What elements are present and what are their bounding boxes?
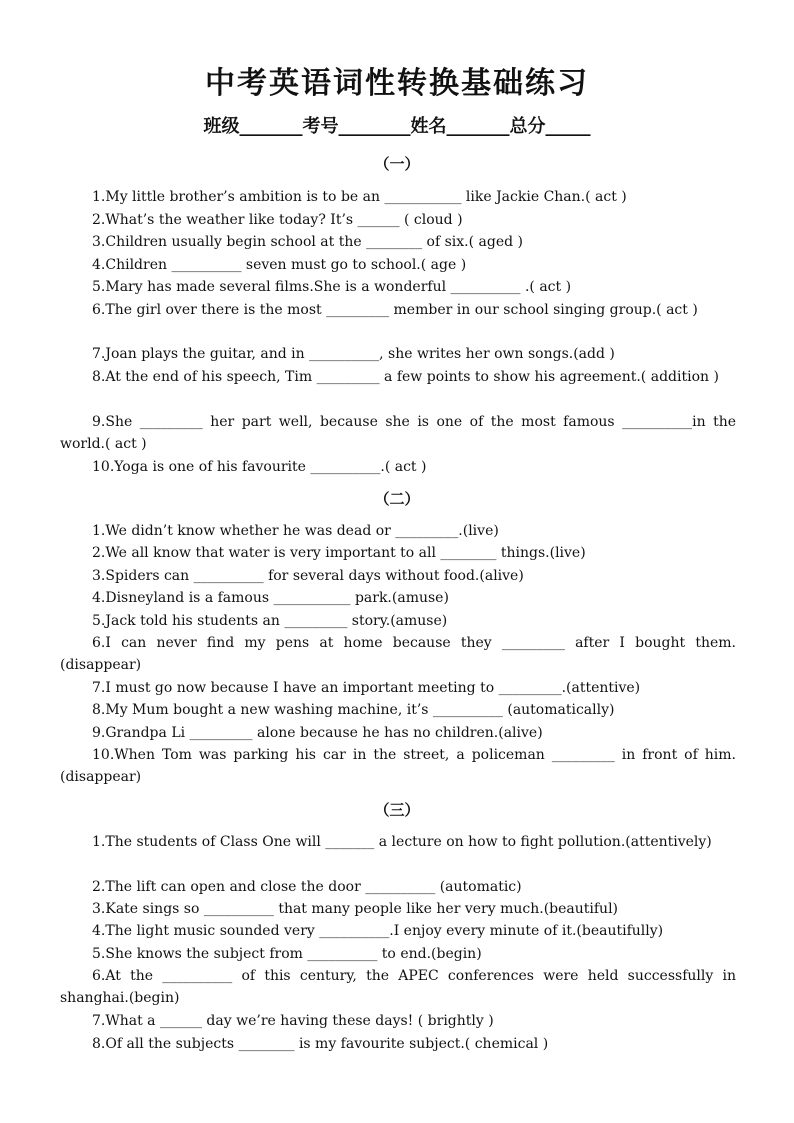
exercise-item: 6.I can never find my pens at home because they _________ after I bought them.(disappear) bbox=[60, 635, 736, 674]
exercise-item: 3.Children usually begin school at the ________ of six.( aged ) bbox=[92, 234, 524, 250]
section-heading-3: （三） bbox=[374, 801, 420, 819]
exercise-item: 10.Yoga is one of his favourite __________.( act ) bbox=[92, 459, 427, 475]
exercise-item: 7.What a ______ day we’re having these days! ( brightly ) bbox=[92, 1013, 494, 1029]
exercise-item: 1.We didn’t know whether he was dead or _________.(live) bbox=[92, 523, 499, 539]
exercise-item: 4.The light music sounded very __________.I enjoy every minute of it.(beautifully) bbox=[92, 923, 664, 939]
exercise-item: 9.Grandpa Li _________ alone because he has no children.(alive) bbox=[92, 725, 543, 741]
exercise-item: 2.We all know that water is very important to all ________ things.(live) bbox=[92, 545, 586, 561]
exercise-item: 5.She knows the subject from __________ to end.(begin) bbox=[92, 946, 482, 962]
exercise-item: 4.Disneyland is a famous ___________ park.(amuse) bbox=[92, 590, 449, 606]
exercise-item: 9.She _________ her part well, because she is one of the most famous __________in the world.( act ) bbox=[60, 414, 736, 453]
exercise-item: 4.Children __________ seven must go to school.( age ) bbox=[92, 257, 467, 273]
student-info-line: 班级_______考号________姓名_______总分_____ bbox=[203, 116, 591, 137]
section-heading-2: （二） bbox=[374, 490, 420, 508]
page-title: 中考英语词性转换基础练习 bbox=[205, 66, 589, 101]
exercise-item: 8.Of all the subjects ________ is my favourite subject.( chemical ) bbox=[92, 1036, 549, 1052]
exercise-item: 8.My Mum bought a new washing machine, it’s __________ (automatically) bbox=[92, 702, 615, 718]
exercise-item: 5.Jack told his students an _________ story.(amuse) bbox=[92, 613, 448, 629]
exercise-item: 2.What’s the weather like today? It’s ______ ( cloud ) bbox=[92, 212, 463, 228]
exercise-item: 7.I must go now because I have an important meeting to _________.(attentive) bbox=[92, 680, 641, 696]
exercise-item: 6.The girl over there is the most _________ member in our school singing group.( act ) bbox=[92, 302, 698, 318]
exercise-item: 1.The students of Class One will _______ a lecture on how to fight pollution.(attentively) bbox=[92, 834, 712, 850]
exercise-item: 1.My little brother’s ambition is to be an ___________ like Jackie Chan.( act ) bbox=[92, 189, 627, 205]
exercise-item: 3.Spiders can __________ for several days without food.(alive) bbox=[92, 568, 524, 584]
exercise-item: 5.Mary has made several films.She is a wonderful __________ .( act ) bbox=[92, 279, 572, 295]
exercise-item: 10.When Tom was parking his car in the street, a policeman _________ in front of him.(disappear) bbox=[60, 747, 736, 786]
section-heading-1: （一） bbox=[374, 155, 420, 173]
exercise-item: 8.At the end of his speech, Tim _________ a few points to show his agreement.( addition ) bbox=[92, 369, 719, 385]
exercise-item: 6.At the __________ of this century, the APEC conferences were held successfully in shanghai.(begin) bbox=[60, 968, 736, 1007]
exercise-item: 2.The lift can open and close the door __________ (automatic) bbox=[92, 879, 522, 895]
exercise-item: 7.Joan plays the guitar, and in __________, she writes her own songs.(add ) bbox=[92, 346, 615, 362]
exercise-item: 3.Kate sings so __________ that many people like her very much.(beautiful) bbox=[92, 901, 619, 917]
